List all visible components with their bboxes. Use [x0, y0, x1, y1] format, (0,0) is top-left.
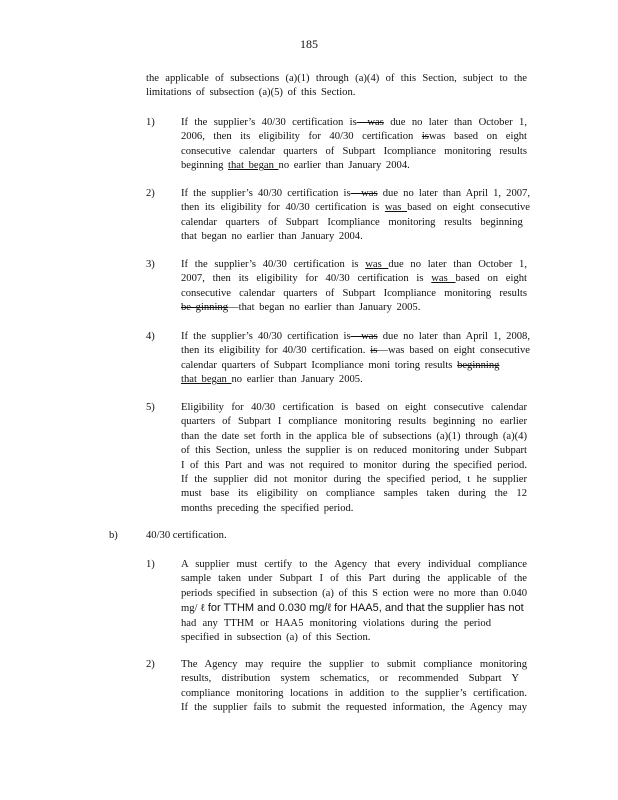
- text-line: the applicable of subsections (a)(1) through (a)(4) of this Section, subject to the: [146, 73, 527, 84]
- text-line: I of this Part and was not required to monitor during the specified period.: [181, 459, 527, 471]
- list-item: [181, 116, 527, 174]
- text-line: results, distribution system schematics, or recommended Subpart Y: [181, 673, 519, 685]
- text-line: If the supplier fails to submit the requested information, the Agency may: [181, 702, 527, 714]
- section-heading: 40/30 certification.: [146, 530, 227, 541]
- text-line: consecutive calendar quarters of Subpart Icompliance monitoring results: [181, 287, 527, 299]
- list-item: [181, 187, 530, 245]
- text-line: compliance monitoring locations in addition to the supplier’s certification.: [181, 687, 527, 699]
- text-line: that began no earlier than January 2004.: [181, 231, 363, 243]
- struck-text: —was: [356, 117, 384, 128]
- underlined-text: that began: [228, 160, 279, 172]
- list-item: [181, 401, 527, 516]
- text-line: beginning that began no earlier than January 2004.: [181, 160, 410, 172]
- item-marker: 2): [146, 659, 155, 670]
- text-line: If the supplier’s 40/30 certification is—was due no later than October 1,: [181, 117, 528, 128]
- struck-text: is: [370, 345, 378, 357]
- struck-text: —was: [350, 331, 378, 342]
- list-item: [181, 658, 527, 716]
- text-line: consecutive calendar quarters of Subpart Icompliance monitoring results: [181, 145, 527, 157]
- struck-text: beginning: [457, 359, 500, 371]
- text-line: Eligibility for 40/30 certification is based on eight consecutive calendar: [181, 402, 527, 413]
- text-line: If the supplier’s 40/30 certification is—was due no later than April 1, 2008,: [181, 331, 530, 342]
- text-line: mg/ ℓ for TTHM and 0.030 mg/ℓ for HAA5, and that the supplier has not: [181, 602, 524, 615]
- text-line: The Agency may require the supplier to submit compliance monitoring: [181, 659, 527, 670]
- intro-paragraph: [146, 72, 527, 101]
- text-line: limitations of subsection (a)(5) of this Section.: [146, 87, 356, 99]
- text-line: than the date set forth in the applica ble of subsections (a)(1) through (a)(4): [181, 430, 527, 442]
- text-line: If the supplier did not monitor during the specified period, t he supplier: [181, 474, 527, 486]
- text-line: If the supplier’s 40/30 certification is—was due no later than April 1, 2007,: [181, 188, 530, 199]
- text-line: then its eligibility for 40/30 certification is was based on eight consecutive: [181, 202, 530, 214]
- text-line: be ginning—that began no earlier than January 2005.: [181, 302, 421, 314]
- item-marker: 3): [146, 259, 155, 270]
- text-line: then its eligibility for 40/30 certification. is—was based on eight consecutive: [181, 345, 530, 357]
- page-number: 185: [300, 37, 318, 51]
- text-line: quarters of Subpart I compliance monitoring results beginning no earlier: [181, 416, 527, 428]
- item-marker: 4): [146, 331, 155, 342]
- item-marker: 1): [146, 117, 155, 128]
- struck-text: —was: [350, 188, 378, 199]
- list-item: [181, 558, 527, 645]
- text-line: had any TTHM or HAA5 monitoring violations during the period: [181, 617, 491, 629]
- item-marker: 2): [146, 188, 155, 199]
- item-marker: 5): [146, 402, 155, 413]
- underlined-text: was: [365, 259, 389, 270]
- struck-text: is: [421, 131, 429, 143]
- underlined-text: was: [431, 273, 456, 285]
- text-line: of this Section, unless the supplier is on reduced monitoring under Subpart: [181, 445, 527, 457]
- text-line: specified in subsection (a) of this Section.: [181, 632, 371, 644]
- text-line: must base its eligibility on compliance samples taken during the 12: [181, 488, 527, 500]
- text-line: 2006, then its eligibility for 40/30 certification iswas based on eight: [181, 131, 527, 143]
- struck-text: be ginning: [181, 302, 229, 314]
- underlined-text: that began: [181, 374, 232, 386]
- text-line: that began no earlier than January 2005.: [181, 374, 363, 386]
- list-item: [181, 258, 527, 316]
- text-line: 2007, then its eligibility for 40/30 certification is was based on eight: [181, 273, 527, 285]
- underlined-text: was: [384, 202, 408, 214]
- text-line: periods specified in subsection (a) of this S ection were no more than 0.040: [181, 587, 527, 599]
- text-line: If the supplier’s 40/30 certification is was due no later than October 1,: [181, 259, 527, 270]
- item-marker: 1): [146, 559, 155, 570]
- text-line: A supplier must certify to the Agency that every individual compliance: [181, 559, 527, 570]
- text-line: calendar quarters of Subpart Icompliance monitoring results beginning: [181, 216, 523, 228]
- text-line: months preceding the specified period.: [181, 502, 354, 514]
- text-line: calendar quarters of Subpart Icompliance moni toring results beginning: [181, 359, 500, 371]
- list-item: [181, 330, 530, 388]
- text-line: sample taken under Subpart I of this Part during the applicable of the: [181, 573, 527, 585]
- section-marker: b): [109, 530, 118, 541]
